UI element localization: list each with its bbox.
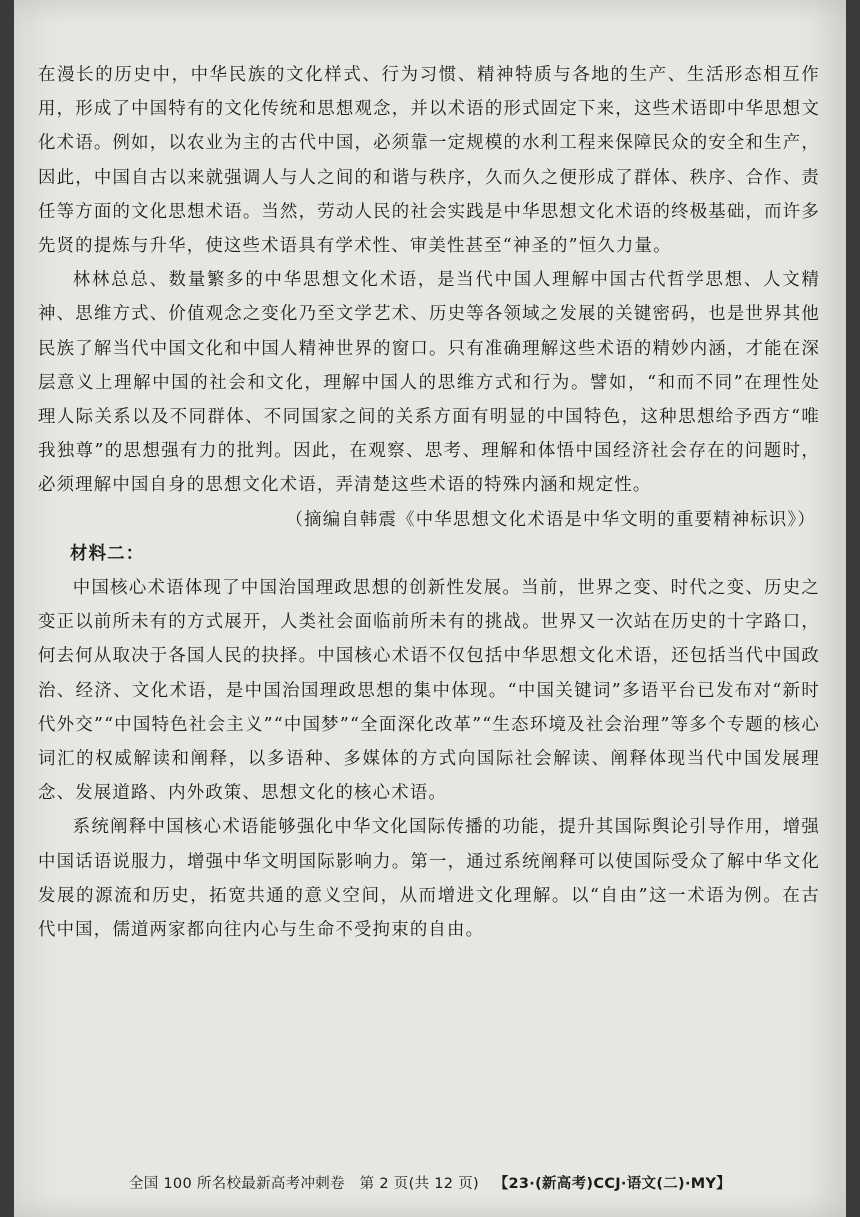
footer-exam-title: 全国 100 所名校最新高考冲刺卷: [128, 1176, 345, 1192]
page-footer: [14, 1172, 846, 1193]
footer-paper-code: 【23·(新高考)CCJ·语文(二)·MY】: [493, 1176, 732, 1192]
paragraph-4: 系统阐释中国核心术语能够强化中华文化国际传播的功能，提升其国际舆论引导作用，增强中国话语说服力，增强中华文明国际影响力。第一，通过系统阐释可以使国际受众了解中华文化发展的源流和历史，拓宽共通的意义空间，从而增进文化理解。以“自由”这一术语为例。在古代中国，儒道两家都向往内心与生命不受拘束的自由。: [38, 817, 820, 941]
paragraph-2: 林林总总、数量繁多的中华思想文化术语，是当代中国人理解中国古代哲学思想、人文精神、思维方式、价值观念之变化乃至文学艺术、历史等各领域之发展的关键密码，也是世界其他民族了解当代中国文化和中国人精神世界的窗口。只有准确理解这些术语的精妙内涵，才能在深层意义上理解中国的社会和文化，理解中国人的思维方式和行为。譬如，“和而不同”在理性处理人际关系以及不同群体、不同国家之间的关系方面有明显的中国特色，这种思想给予西方“唯我独尊”的思想强有力的批判。因此，在观察、思考、理解和体悟中国经济社会存在的问题时，必须理解中国自身的思想文化术语，弄清楚这些术语的特殊内涵和规定性。: [38, 270, 820, 496]
document-page: [14, 0, 846, 1217]
document-body: [38, 58, 820, 947]
source-citation: （摘编自韩震《中华思想文化术语是中华文明的重要精神标识》）: [285, 509, 816, 530]
footer-page-number: 第 2 页(共 12 页): [359, 1176, 479, 1192]
paragraph-1: 在漫长的历史中，中华民族的文化样式、行为习惯、精神特质与各地的生产、生活形态相互作用，形成了中国特有的文化传统和思想观念，并以术语的形式固定下来，这些术语即中华思想文化术语。例如，以农业为主的古代中国，必须靠一定规模的水利工程来保障民众的安全和生产，因此，中国自古以来就强调人与人之间的和谐与秩序，久而久之便形成了群体、秩序、合作、责任等方面的文化思想术语。当然，劳动人民的社会实践是中华思想文化术语的终极基础，而许多先贤的提炼与升华，使这些术语具有学术性、审美性甚至“神圣的”恒久力量。: [38, 65, 820, 257]
section-heading: 材料二：: [70, 543, 145, 564]
paragraph-3: 中国核心术语体现了中国治国理政思想的创新性发展。当前，世界之变、时代之变、历史之变正以前所未有的方式展开，人类社会面临前所未有的挑战。世界又一次站在历史的十字路口，何去何从取决于各国人民的抉择。中国核心术语不仅包括中华思想文化术语，还包括当代中国政治、经济、文化术语，是中国治国理政思想的集中体现。“中国关键词”多语平台已发布对“新时代外交”“中国特色社会主义”“中国梦”“全面深化改革”“生态环境及社会治理”等多个专题的核心词汇的权威解读和阐释，以多语种、多媒体的方式向国际社会解读、阐释体现当代中国发展理念、发展道路、内外政策、思想文化的核心术语。: [38, 578, 820, 804]
